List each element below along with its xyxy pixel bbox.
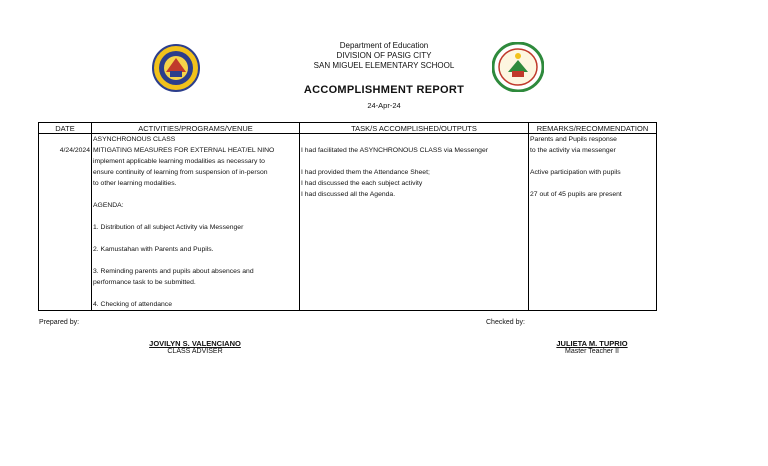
prepared-by-label: Prepared by: — [39, 319, 80, 326]
cell-text-line: Active participation with pupils — [530, 169, 621, 176]
checked-by-name: JULIETA M. TUPRIO — [556, 339, 628, 348]
cell-text-line — [301, 134, 527, 145]
cell-text-line: Parents and Pupils response — [530, 136, 617, 143]
column-header-activities: ACTIVITIES/PROGRAMS/VENUE — [92, 123, 300, 134]
cell-text-line: performance task to be submitted. — [93, 279, 196, 286]
cell-text-line: I had provided them the Attendance Sheet; — [301, 169, 430, 176]
cell-text-line — [93, 189, 298, 200]
tasks-lines — [301, 134, 527, 200]
cell-text-line: 4. Checking of attendance — [93, 301, 172, 308]
report-date: 24-Apr-24 — [367, 101, 401, 110]
column-header-remarks: REMARKS/RECOMMENDATION — [529, 123, 657, 134]
cell-text-line: I had discussed the each subject activity — [301, 180, 423, 187]
cell-text-line — [530, 178, 655, 189]
checked-signature-block — [517, 339, 667, 355]
prepared-by-role: CLASS ADVISER — [167, 348, 223, 355]
letterhead-line: DIVISION OF PASIG CITY — [336, 51, 432, 60]
column-header-tasks: TASK/S ACCOMPLISHED/OUTPUTS — [300, 123, 529, 134]
activities-cell — [92, 134, 300, 311]
cell-text-line: AGENDA: — [93, 202, 124, 209]
cell-text-line: to the activity via messenger — [530, 147, 616, 154]
cell-text-line: ASYNCHRONOUS CLASS — [93, 136, 176, 143]
table-header-row — [39, 123, 657, 134]
table-row — [39, 134, 657, 311]
cell-text-line — [93, 288, 298, 299]
prepared-signature-block — [120, 339, 270, 355]
cell-text-line: 27 out of 45 pupils are present — [530, 191, 622, 198]
cell-text-line: 1. Distribution of all subject Activity via Messenger — [93, 224, 244, 231]
remarks-cell — [529, 134, 657, 311]
cell-text-line: I had discussed all the Agenda. — [301, 191, 396, 198]
cell-text-line — [93, 255, 298, 266]
report-table — [38, 122, 657, 311]
cell-text-line: I had facilitated the ASYNCHRONOUS CLASS via Messenger — [301, 147, 488, 154]
prepared-by-name: JOVILYN S. VALENCIANO — [149, 339, 241, 348]
cell-text-line: 2. Kamustahan with Parents and Pupils. — [93, 246, 214, 253]
date-cell — [39, 134, 92, 311]
cell-text-line — [530, 156, 655, 167]
cell-text-line — [301, 156, 527, 167]
cell-text-line: 3. Reminding parents and pupils about absences and — [93, 268, 254, 275]
tasks-cell — [300, 134, 529, 311]
letterhead-line: SAN MIGUEL ELEMENTARY SCHOOL — [313, 61, 455, 70]
report-title: ACCOMPLISHMENT REPORT — [303, 84, 465, 96]
column-header-date: DATE — [39, 123, 92, 134]
letterhead-line: Department of Education — [339, 41, 429, 50]
letterhead — [0, 41, 768, 71]
checked-by-role: Master Teacher II — [565, 348, 619, 355]
activities-lines — [93, 134, 298, 310]
cell-text-line — [93, 233, 298, 244]
checked-by-label: Checked by: — [486, 319, 525, 326]
cell-text-line: to other learning modalities. — [93, 180, 177, 187]
cell-text-line: implement applicable learning modalities as necessary to — [93, 158, 265, 165]
entry-date: 4/24/2024 — [59, 147, 90, 154]
cell-text-line: MITIGATING MEASURES FOR EXTERNAL HEAT/EL NINO — [93, 147, 275, 154]
cell-text-line — [93, 211, 298, 222]
cell-text-line: ensure continuity of learning from suspension of in-person — [93, 169, 268, 176]
remarks-lines — [530, 134, 655, 200]
